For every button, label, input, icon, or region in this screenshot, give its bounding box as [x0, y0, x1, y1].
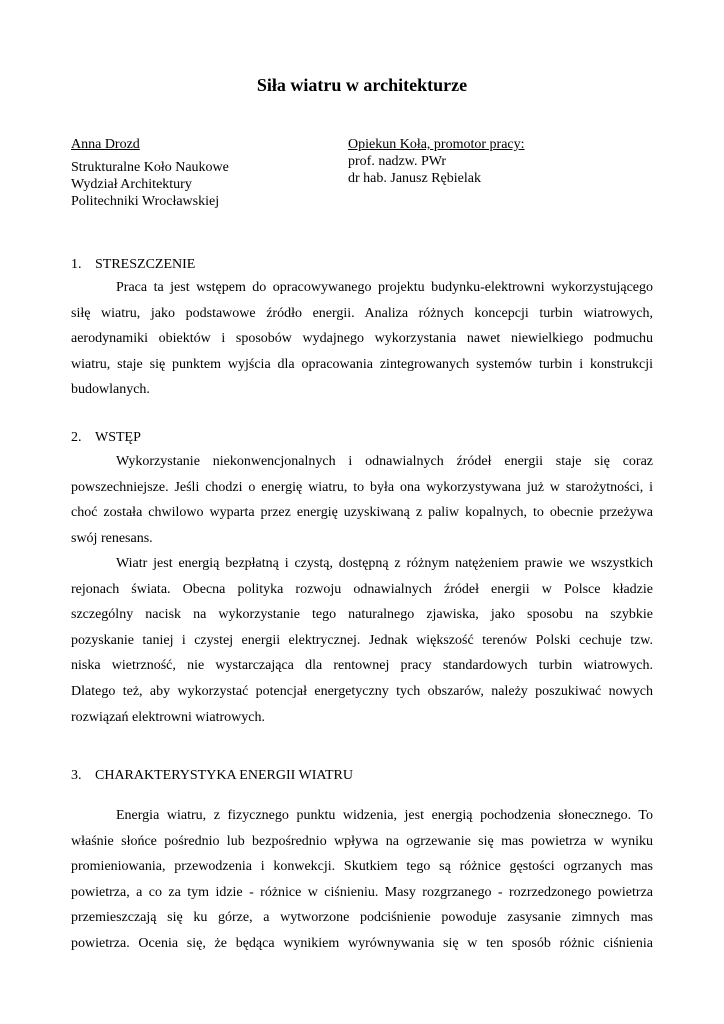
text-line: rozwiązań elektrowni wiatrowych.: [71, 709, 265, 725]
supervisor-line: prof. nadzw. PWr: [348, 154, 447, 169]
text-line: Wykorzystanie niekonwencjonalnych i odnawialnych źródeł energii staje się coraz: [116, 454, 653, 469]
text-line: powietrza. Ocenia się, że będąca wynikiem wyrównywania się w ten sposób różnic ciśnienia: [71, 935, 653, 951]
text-line: choć została chwilowo wyparta przez energię uzyskiwaną z paliw kopalnych, to obecnie przeżywa: [71, 505, 653, 521]
section-heading: [71, 767, 353, 784]
text-line: powszechniejsze. Jeśli chodzi o energię wiatru, to była ona wykorzystywana już w starożytności, i: [71, 479, 653, 495]
text-line: Energia wiatru, z fizycznego punktu widzenia, jest energią pochodzenia słonecznego. To: [116, 808, 653, 823]
section-number: 2.: [71, 430, 82, 445]
affiliation-line: Wydział Architektury: [71, 177, 192, 192]
section-title: WSTĘP: [95, 430, 141, 445]
text-line: aerodynamiki obiektów i sposobów wydajnego wykorzystania nawet niewielkiego podmuchu: [71, 331, 653, 347]
text-line: promieniowania, przewodzenia i konwekcji. Skutkiem tego są różnice gęstości ogrzanych mas: [71, 859, 653, 875]
affiliation-line: Politechniki Wrocławskiej: [71, 194, 220, 209]
text-line: przemieszczają się ku górze, a wytworzone podciśnienie powoduje zasysanie zimnych mas: [71, 910, 653, 926]
text-line: niska wietrzność, nie wystarczająca dla rentownej pracy standardowych turbin wiatrowych.: [71, 658, 653, 674]
section-number: 1.: [71, 257, 82, 272]
paragraph: [71, 449, 653, 551]
paragraph: [71, 551, 653, 730]
text-line: rejonach świata. Obecna polityka rozwoju odnawialnych źródeł energii w Polsce kładzie: [71, 581, 653, 597]
text-line: budowlanych.: [71, 382, 150, 398]
section-heading: [71, 256, 195, 273]
text-line: swój renesans.: [71, 530, 153, 546]
text-line: pozyskanie taniej i czystej energii elektrycznej. Jednak większość terenów Polski cechuje tzw.: [71, 632, 653, 648]
supervisor-block: [348, 136, 648, 187]
section-number: 3.: [71, 768, 82, 783]
author-block: [71, 136, 311, 210]
paragraph: [71, 803, 653, 957]
text-line: Praca ta jest wstępem do opracowywanego projektu budynku-elektrowni wykorzystującego: [116, 280, 653, 295]
text-line: Wiatr jest energią bezpłatną i czystą, dostępną z różnym natężeniem prawie we wszystkich: [116, 556, 653, 571]
document-title: Siła wiatru w architekturze: [256, 75, 468, 95]
paragraph: [71, 275, 653, 403]
affiliation-line: Strukturalne Koło Naukowe: [71, 160, 229, 175]
text-line: właśnie słońce pośrednio lub bezpośrednio wpływa na ogrzewanie się mas powietrza w wyniku: [71, 833, 653, 849]
text-line: Dlatego też, aby wykorzystać potencjał energetyczny tych obszarów, należy poszukiwać nowych: [71, 683, 653, 699]
text-line: szczególny nacisk na wykorzystanie tego naturalnego zjawiska, jako sposobu na szybkie: [71, 607, 653, 623]
supervisor-line: dr hab. Janusz Rębielak: [348, 171, 481, 186]
supervisor-heading: Opiekun Koła, promotor pracy:: [348, 137, 525, 152]
section-title: STRESZCZENIE: [95, 257, 196, 272]
text-line: wiatru, staje się punktem wyjścia dla opracowania zintegrowanych systemów turbin i konstrukcji: [71, 356, 653, 372]
section-heading: [71, 429, 141, 446]
text-line: siłę wiatru, jako podstawowe źródło energii. Analiza różnych koncepcji turbin wiatrowych,: [71, 305, 653, 321]
author-name: Anna Drozd: [71, 137, 140, 152]
section-title: CHARAKTERYSTYKA ENERGII WIATRU: [95, 768, 353, 783]
text-line: powietrza, a co za tym idzie - różnice w ciśnieniu. Masy rozgrzanego - rozrzedzonego powietrza: [71, 884, 653, 900]
